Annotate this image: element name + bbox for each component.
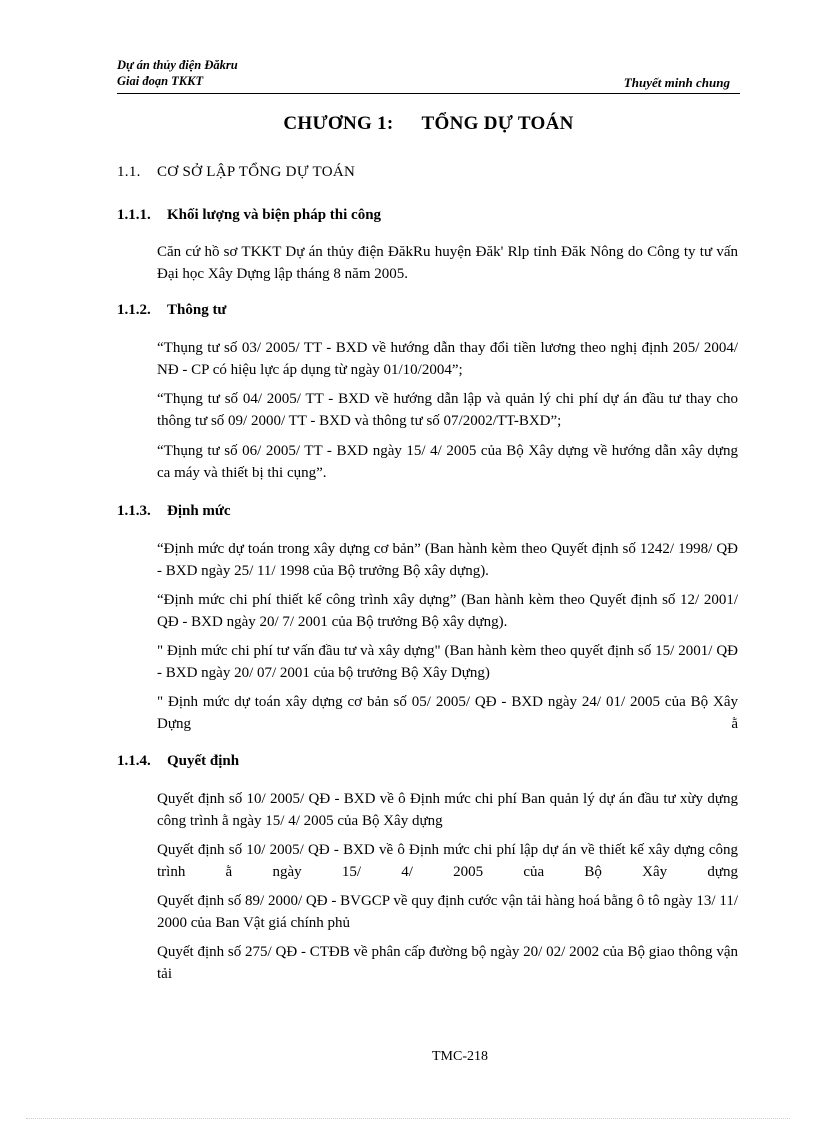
subsection-title: Thông tư <box>167 302 227 318</box>
section-title: CƠ SỞ LẬP TỔNG DỰ TOÁN <box>157 164 356 180</box>
subsection-heading-1-1-1 <box>117 207 381 224</box>
section-number: 1.1. <box>117 164 141 180</box>
subsection-number: 1.1.3. <box>117 503 151 519</box>
header-stage: Giai đoạn TKKT <box>117 74 204 88</box>
subsection-number: 1.1.4. <box>117 753 151 769</box>
paragraph: “Định mức dự toán trong xây dựng cơ bản” (Ban hành kèm theo Quyết định số 1242/ 1998/ QĐ - BXD ngày 25/ 11/ 1998 của Bộ trưởng Bộ xây dựng). <box>157 541 738 579</box>
paragraph: " Định mức dự toán xây dựng cơ bản số 05/ 2005/ QĐ - BXD ngày 24/ 01/ 2005 của Bộ Xây Dựng ằ <box>157 694 738 732</box>
paragraph: Quyết định số 89/ 2000/ QĐ - BVGCP về quy định cước vận tải hàng hoá bằng ô tô ngày 13/ 11/ 2000 của Ban Vật giá chính phủ <box>157 893 738 931</box>
paragraph: " Định mức chi phí tư vấn đầu tư và xây dựng" (Ban hành kèm theo quyết định số 15/ 2001/ QĐ - BXD ngày 20/ 07/ 2001 của bộ trưởng Bộ Xây Dựng) <box>157 643 738 681</box>
chapter-label: CHƯƠNG 1: <box>283 113 394 134</box>
paragraph: “Thụng tư số 03/ 2005/ TT - BXD về hướng dẫn thay đổi tiền lương theo nghị định 205/ 2004/ NĐ - CP có hiệu lực áp dụng từ ngày 01/10/2004”; <box>157 340 738 378</box>
running-header <box>117 57 740 94</box>
paragraph: “Thụng tư số 04/ 2005/ TT - BXD về hướng dẫn lập và quản lý chi phí dự án đầu tư thay cho thông tư số 09/ 2000/ TT - BXD và thông tư số 07/2002/TT-BXD”; <box>157 391 738 429</box>
paragraph: “Định mức chi phí thiết kế công trình xây dựng” (Ban hành kèm theo Quyết định số 12/ 2001/ QĐ - BXD ngày 20/ 7/ 2001 của Bộ trưởng Bộ xây dựng). <box>157 592 738 630</box>
paragraph: Căn cứ hồ sơ TKKT Dự án thủy điện ĐăkRu huyện Đăk' Rlp tỉnh Đăk Nông do Công ty tư vấn Đại học Xây Dựng lập tháng 8 năm 2005. <box>157 244 738 282</box>
subsection-heading-1-1-4 <box>117 753 239 770</box>
subsection-number: 1.1.1. <box>117 207 151 223</box>
paragraph: “Thụng tư số 06/ 2005/ TT - BXD ngày 15/ 4/ 2005 của Bộ Xây dựng về hướng dẫn xây dựng ca máy và thiết bị thi cụng”. <box>157 443 738 481</box>
subsection-title: Định mức <box>167 503 231 519</box>
subsection-heading-1-1-2 <box>117 302 226 319</box>
paragraph: Quyết định số 275/ QĐ - CTĐB về phân cấp đường bộ ngày 20/ 02/ 2002 của Bộ giao thông vận tải <box>157 944 738 982</box>
page-bottom-rule <box>26 1118 790 1119</box>
paragraph: Quyết định số 10/ 2005/ QĐ - BXD về ô Định mức chi phí lập dự án về thiết kế xây dựng công trình ằ ngày 15/ 4/ 2005 của Bộ Xây dựng <box>157 842 738 880</box>
paragraph: Quyết định số 10/ 2005/ QĐ - BXD về ô Định mức chi phí Ban quản lý dự án đầu tư xừy dựng công trình ằ ngày 15/ 4/ 2005 của Bộ Xây dựng <box>157 791 738 829</box>
subsection-number: 1.1.2. <box>117 302 151 318</box>
subsection-title: Quyết định <box>167 753 240 769</box>
header-section: Thuyết minh chung <box>623 75 730 90</box>
chapter-heading <box>117 113 740 135</box>
section-heading-1-1 <box>117 164 355 181</box>
page-number: TMC-218 <box>432 1049 488 1064</box>
subsection-title: Khối lượng và biện pháp thi công <box>167 207 382 223</box>
subsection-heading-1-1-3 <box>117 503 231 520</box>
chapter-title: TỔNG DỰ TOÁN <box>421 113 574 134</box>
header-project: Dự án thủy điện Đăkru <box>117 58 238 72</box>
